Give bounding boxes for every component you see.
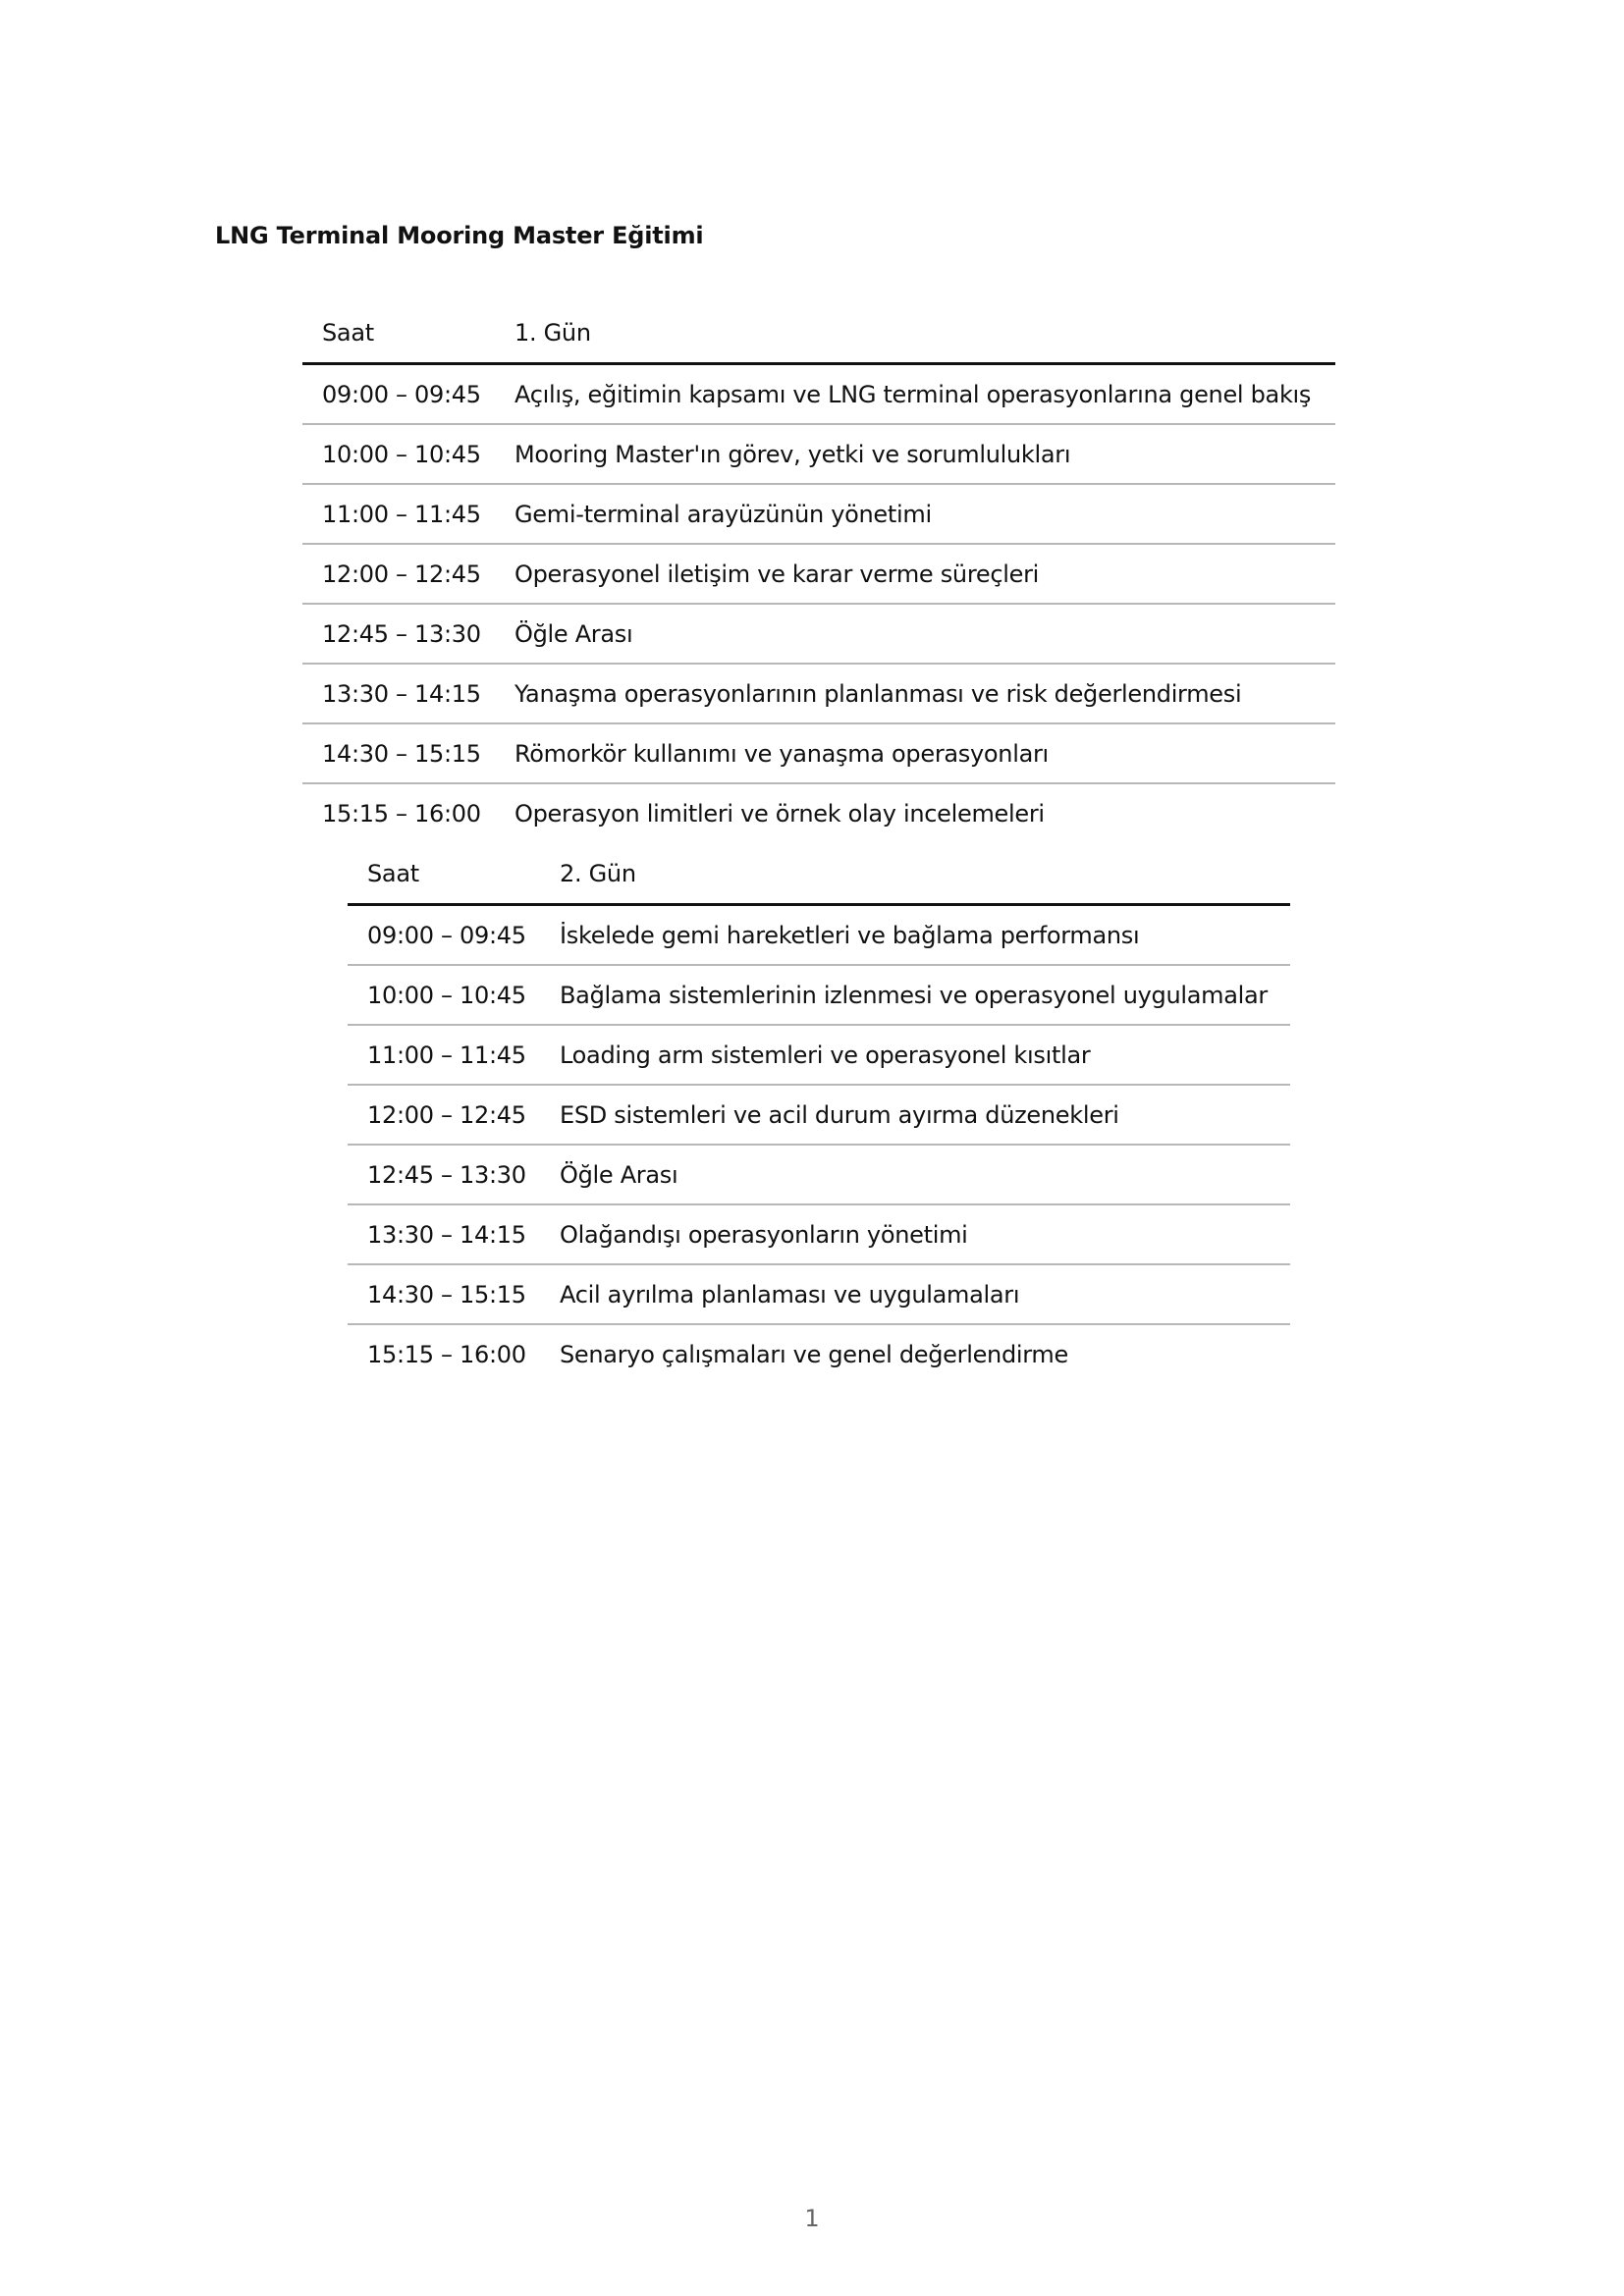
session-topic: İskelede gemi hareketleri ve bağlama performansı <box>540 905 1290 966</box>
session-time: 11:00 – 11:45 <box>302 484 495 544</box>
session-time: 12:45 – 13:30 <box>302 604 495 664</box>
table-header-row <box>302 302 1335 364</box>
session-topic: Mooring Master'ın görev, yetki ve sorumlulukları <box>495 424 1335 484</box>
session-time: 12:00 – 12:45 <box>302 544 495 604</box>
session-time: 10:00 – 10:45 <box>348 965 540 1025</box>
session-time: 14:30 – 15:15 <box>348 1264 540 1324</box>
session-topic: Bağlama sistemlerinin izlenmesi ve operasyonel uygulamalar <box>540 965 1290 1025</box>
session-time: 12:45 – 13:30 <box>348 1145 540 1204</box>
header-day: 1. Gün <box>495 302 1335 364</box>
session-topic: Gemi-terminal arayüzünün yönetimi <box>495 484 1335 544</box>
table-row <box>348 1145 1290 1204</box>
session-time: 13:30 – 14:15 <box>348 1204 540 1264</box>
session-time: 10:00 – 10:45 <box>302 424 495 484</box>
table-row <box>348 1025 1290 1085</box>
session-time: 14:30 – 15:15 <box>302 723 495 783</box>
table-row <box>302 604 1335 664</box>
table-header-row <box>348 843 1290 905</box>
table-row <box>302 424 1335 484</box>
table-row <box>348 1324 1290 1383</box>
session-time: 12:00 – 12:45 <box>348 1085 540 1145</box>
schedule-table-day1 <box>302 302 1335 842</box>
session-time: 15:15 – 16:00 <box>367 1340 526 1368</box>
table-row <box>302 664 1335 723</box>
table-row <box>348 1085 1290 1145</box>
table-row <box>302 484 1335 544</box>
table-row <box>302 544 1335 604</box>
session-time: 11:00 – 11:45 <box>348 1025 540 1085</box>
session-topic: ESD sistemleri ve acil durum ayırma düzenekleri <box>540 1085 1290 1145</box>
schedule-table-day2 <box>348 843 1290 1383</box>
document-title: LNG Terminal Mooring Master Eğitimi <box>215 222 704 249</box>
header-time: Saat <box>348 843 540 905</box>
session-time: 13:30 – 14:15 <box>302 664 495 723</box>
session-topic: Loading arm sistemleri ve operasyonel kısıtlar <box>540 1025 1290 1085</box>
session-topic: Senaryo çalışmaları ve genel değerlendirme <box>560 1340 1068 1368</box>
session-topic: Operasyon limitleri ve örnek olay incelemeleri <box>514 799 1045 828</box>
session-topic: Öğle Arası <box>540 1145 1290 1204</box>
table-row <box>302 783 1335 842</box>
session-topic: Operasyonel iletişim ve karar verme süreçleri <box>495 544 1335 604</box>
session-topic: Olağandışı operasyonların yönetimi <box>540 1204 1290 1264</box>
table-row <box>302 364 1335 425</box>
table-row <box>348 1204 1290 1264</box>
session-topic: Römorkör kullanımı ve yanaşma operasyonları <box>495 723 1335 783</box>
page-number: 1 <box>804 2205 820 2232</box>
header-time: Saat <box>302 302 495 364</box>
session-topic: Acil ayrılma planlaması ve uygulamaları <box>540 1264 1290 1324</box>
session-topic: Açılış, eğitimin kapsamı ve LNG terminal operasyonlarına genel bakış <box>495 364 1335 425</box>
table-row <box>348 1264 1290 1324</box>
table-row <box>348 905 1290 966</box>
session-time: 15:15 – 16:00 <box>322 799 481 828</box>
header-day: 2. Gün <box>540 843 1290 905</box>
session-topic: Öğle Arası <box>495 604 1335 664</box>
session-topic: Yanaşma operasyonlarının planlanması ve risk değerlendirmesi <box>495 664 1335 723</box>
session-time: 09:00 – 09:45 <box>302 364 495 425</box>
table-row <box>348 965 1290 1025</box>
table-row <box>302 723 1335 783</box>
session-time: 09:00 – 09:45 <box>348 905 540 966</box>
